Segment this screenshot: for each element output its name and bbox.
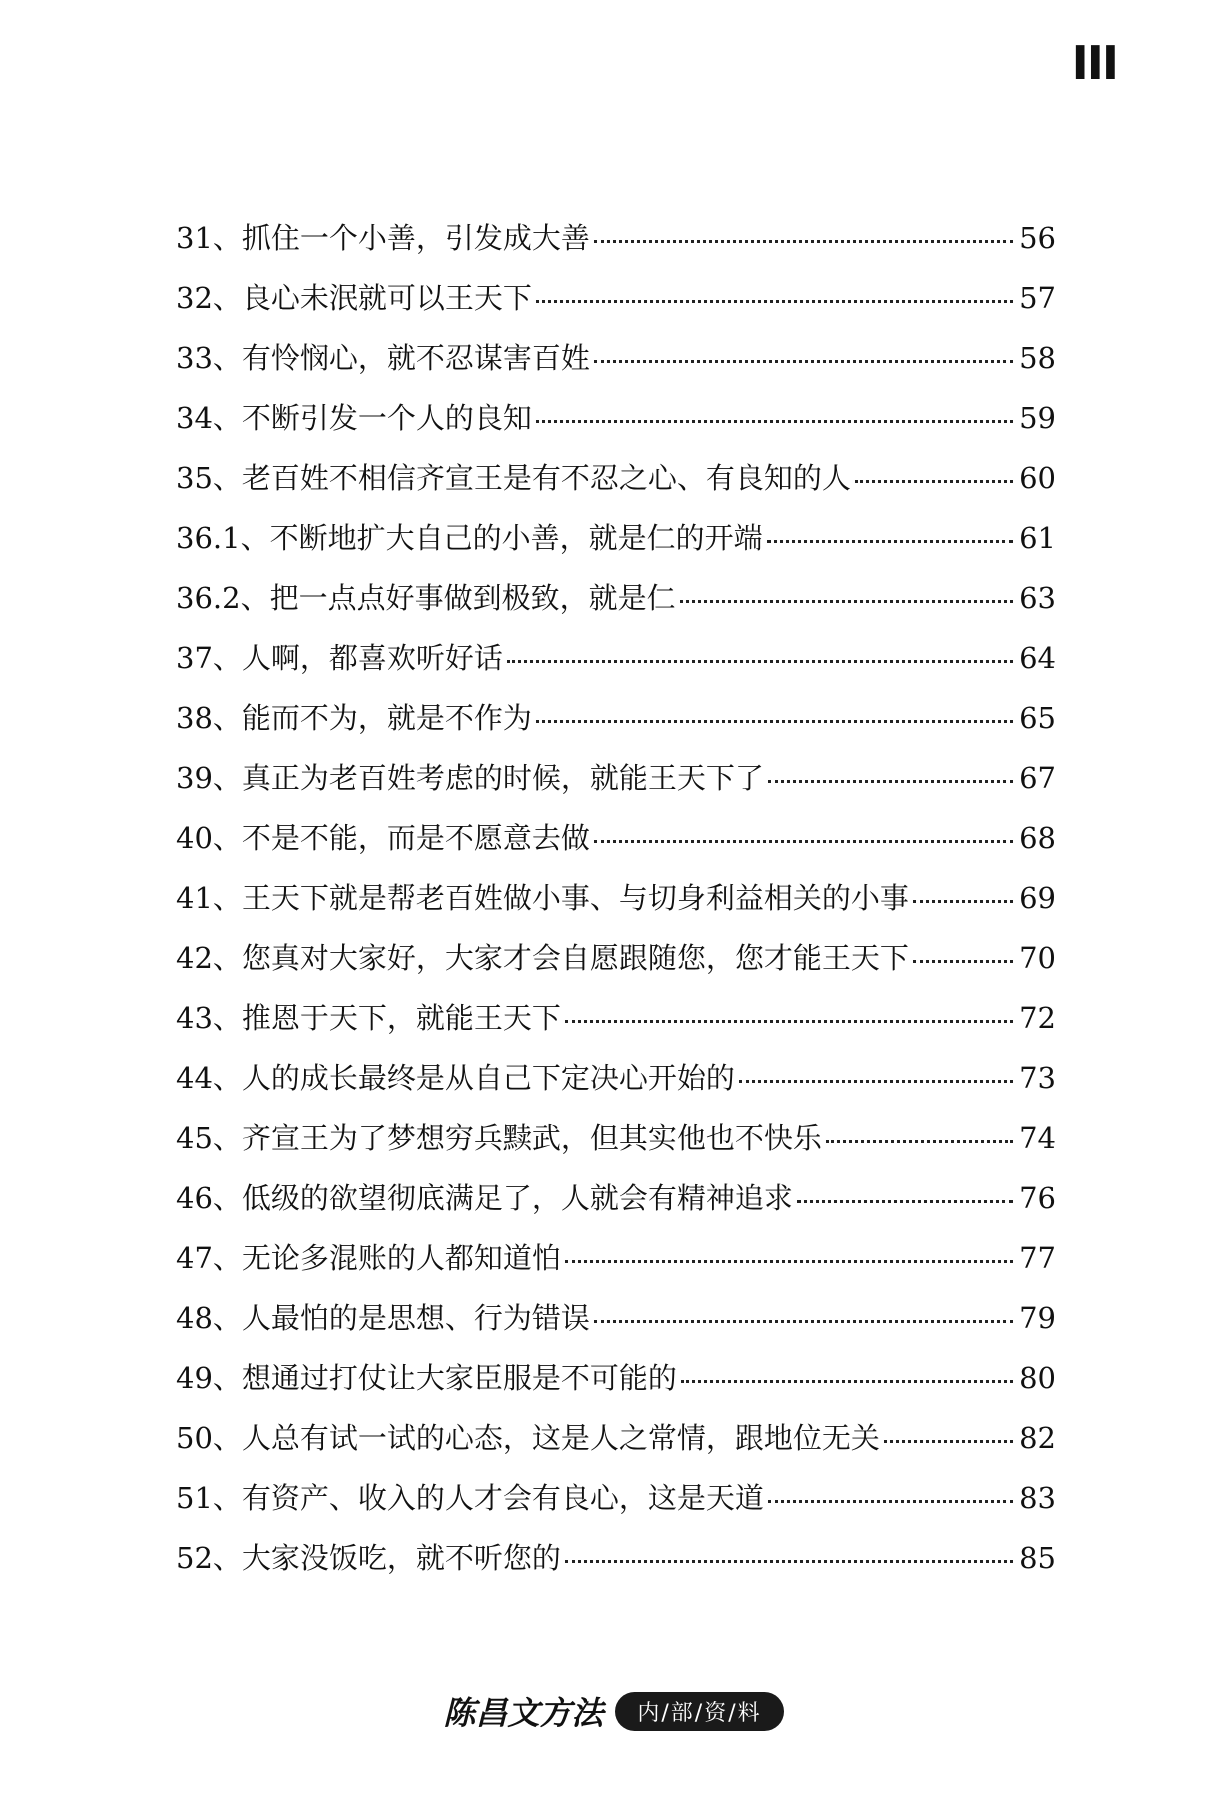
toc-entry-page: 60: [1019, 461, 1056, 495]
toc-entry-page: 68: [1019, 821, 1056, 855]
footer-badge: 内/部/资/料: [615, 1692, 783, 1731]
toc-entry: [176, 218, 1056, 278]
toc-entry: [176, 398, 1056, 458]
toc-entry-page: 63: [1019, 581, 1056, 615]
toc-leader-dots: [536, 720, 1013, 723]
toc-entry-title: 44、人的成长最终是从自己下定决心开始的: [176, 1061, 735, 1095]
toc-entry-title: 45、齐宣王为了梦想穷兵黩武，但其实他也不快乐: [176, 1121, 822, 1155]
toc-entry: [176, 338, 1056, 398]
toc-leader-dots: [855, 480, 1013, 483]
toc-entry: [176, 1238, 1056, 1298]
toc-leader-dots: [594, 240, 1013, 243]
toc-entry-page: 77: [1019, 1241, 1056, 1275]
toc-entry-title: 34、不断引发一个人的良知: [176, 401, 532, 435]
toc-entry-page: 82: [1019, 1421, 1056, 1455]
toc-entry-title: 48、人最怕的是思想、行为错误: [176, 1301, 590, 1335]
toc-entry-title: 36.2、把一点点好事做到极致，就是仁: [176, 581, 676, 615]
toc-entry: [176, 758, 1056, 818]
toc-entry: [176, 578, 1056, 638]
toc-entry: [176, 938, 1056, 998]
toc-leader-dots: [565, 1560, 1013, 1563]
toc-entry-page: 65: [1019, 701, 1056, 735]
toc-entry-title: 46、低级的欲望彻底满足了，人就会有精神追求: [176, 1181, 793, 1215]
toc-leader-dots: [507, 660, 1013, 663]
toc-leader-dots: [565, 1020, 1013, 1023]
toc-entry: [176, 458, 1056, 518]
toc-entry: [176, 878, 1056, 938]
toc-entry-title: 35、老百姓不相信齐宣王是有不忍之心、有良知的人: [176, 461, 851, 495]
toc-entry-title: 41、王天下就是帮老百姓做小事、与切身利益相关的小事: [176, 881, 909, 915]
toc-leader-dots: [768, 780, 1013, 783]
toc-entry: [176, 278, 1056, 338]
toc-entry: [176, 518, 1056, 578]
toc-entry-page: 72: [1019, 1001, 1056, 1035]
toc-entry-title: 49、想通过打仗让大家臣服是不可能的: [176, 1361, 677, 1395]
toc-entry-title: 37、人啊，都喜欢听好话: [176, 641, 503, 675]
toc-entry-page: 59: [1019, 401, 1056, 435]
toc-leader-dots: [594, 360, 1013, 363]
toc-entry: [176, 1058, 1056, 1118]
toc-entry: [176, 1178, 1056, 1238]
toc-leader-dots: [739, 1080, 1013, 1083]
toc-leader-dots: [594, 1320, 1013, 1323]
toc-entry-title: 31、抓住一个小善，引发成大善: [176, 221, 590, 255]
toc-entry-page: 80: [1019, 1361, 1056, 1395]
toc-entry-page: 70: [1019, 941, 1056, 975]
toc-leader-dots: [594, 840, 1013, 843]
toc-leader-dots: [565, 1260, 1013, 1263]
toc-leader-dots: [826, 1140, 1013, 1143]
toc-entry: [176, 698, 1056, 758]
toc-entry: [176, 818, 1056, 878]
toc-entry-title: 52、大家没饭吃，就不听您的: [176, 1541, 561, 1575]
toc-entry-title: 51、有资产、收入的人才会有良心，这是天道: [176, 1481, 764, 1515]
toc-leader-dots: [680, 600, 1014, 603]
toc-entry-page: 61: [1019, 521, 1056, 555]
toc-entry-title: 43、推恩于天下，就能王天下: [176, 1001, 561, 1035]
toc-entry-page: 57: [1019, 281, 1056, 315]
toc-entry-page: 74: [1019, 1121, 1056, 1155]
toc-entry-page: 56: [1019, 221, 1056, 255]
toc-entry-page: 69: [1019, 881, 1056, 915]
toc-entry: [176, 1298, 1056, 1358]
toc-entry: [176, 1478, 1056, 1538]
toc-entry-title: 42、您真对大家好，大家才会自愿跟随您，您才能王天下: [176, 941, 909, 975]
toc-entry-title: 33、有怜悯心，就不忍谋害百姓: [176, 341, 590, 375]
toc-entry-title: 39、真正为老百姓考虑的时候，就能王天下了: [176, 761, 764, 795]
footer: [0, 1688, 1227, 1734]
toc-entry-page: 83: [1019, 1481, 1056, 1515]
toc-entry: [176, 998, 1056, 1058]
page-number: III: [1071, 36, 1117, 90]
toc-leader-dots: [767, 540, 1014, 543]
toc-leader-dots: [913, 960, 1013, 963]
toc-leader-dots: [913, 900, 1013, 903]
toc-leader-dots: [536, 420, 1013, 423]
toc-entry-page: 64: [1019, 641, 1056, 675]
toc-entry-page: 85: [1019, 1541, 1056, 1575]
toc-entry: [176, 1538, 1056, 1598]
toc-entry-page: 76: [1019, 1181, 1056, 1215]
toc-entry-title: 36.1、不断地扩大自己的小善，就是仁的开端: [176, 521, 763, 555]
toc-entry-title: 32、良心未泯就可以王天下: [176, 281, 532, 315]
toc-leader-dots: [536, 300, 1013, 303]
table-of-contents: [176, 218, 1056, 1598]
toc-leader-dots: [884, 1440, 1013, 1443]
toc-entry: [176, 1418, 1056, 1478]
footer-brand: 陈昌文方法: [443, 1694, 604, 1732]
toc-entry-page: 73: [1019, 1061, 1056, 1095]
toc-entry-page: 58: [1019, 341, 1056, 375]
toc-leader-dots: [768, 1500, 1013, 1503]
toc-entry: [176, 1358, 1056, 1418]
toc-entry-page: 67: [1019, 761, 1056, 795]
toc-leader-dots: [681, 1380, 1013, 1383]
toc-entry-page: 79: [1019, 1301, 1056, 1335]
toc-entry-title: 40、不是不能，而是不愿意去做: [176, 821, 590, 855]
toc-entry-title: 47、无论多混账的人都知道怕: [176, 1241, 561, 1275]
toc-entry: [176, 1118, 1056, 1178]
toc-leader-dots: [797, 1200, 1013, 1203]
toc-entry: [176, 638, 1056, 698]
toc-entry-title: 38、能而不为，就是不作为: [176, 701, 532, 735]
toc-entry-title: 50、人总有试一试的心态，这是人之常情，跟地位无关: [176, 1421, 880, 1455]
